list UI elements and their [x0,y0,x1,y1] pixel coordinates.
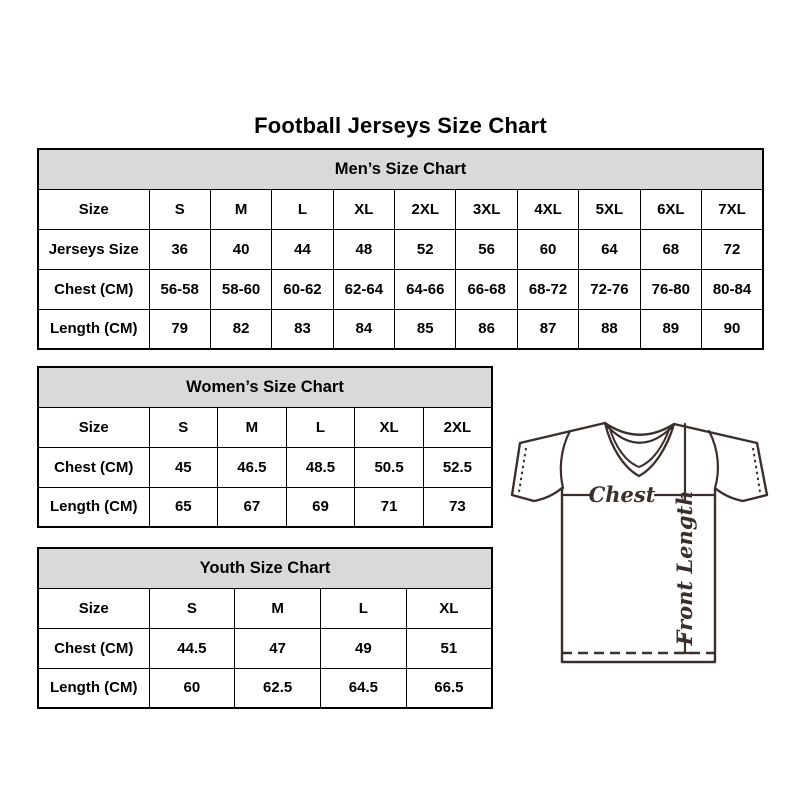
youth-size-table [37,547,493,709]
cell: 73 [423,487,492,527]
row-label: Size [38,189,149,229]
cell: L [286,407,355,447]
cell: 5XL [579,189,640,229]
cell: 51 [406,628,492,668]
cell: 90 [702,309,763,349]
cell: 60 [149,668,235,708]
mens-table-title: Men’s Size Chart [38,149,763,189]
cell: 68-72 [517,269,578,309]
cell: S [149,588,235,628]
row-label: Size [38,407,149,447]
cell: 56 [456,229,517,269]
cell: 88 [579,309,640,349]
row-label: Jerseys Size [38,229,149,269]
cell: 84 [333,309,394,349]
cell: 62.5 [235,668,321,708]
cell: M [210,189,271,229]
chest-label: Chest [588,482,656,507]
cell: S [149,407,218,447]
cell: 72 [702,229,763,269]
cell: 87 [517,309,578,349]
jersey-outline-icon [512,423,767,662]
cell: 71 [355,487,424,527]
cell: 66-68 [456,269,517,309]
table-row [38,407,492,447]
cell: 67 [218,487,287,527]
table-row [38,628,492,668]
cell: 60 [517,229,578,269]
cell: 48 [333,229,394,269]
cell: 2XL [395,189,456,229]
page-title: Football Jerseys Size Chart [254,112,547,138]
cell: 46.5 [218,447,287,487]
cell: 68 [640,229,701,269]
cell: 69 [286,487,355,527]
cell: 80-84 [702,269,763,309]
womens-table-title: Women’s Size Chart [38,367,492,407]
table-row [38,309,763,349]
cell: M [218,407,287,447]
cell: 64-66 [395,269,456,309]
cell: XL [333,189,394,229]
cell: 48.5 [286,447,355,487]
cell: 60-62 [272,269,333,309]
cell: XL [406,588,492,628]
cell: 79 [149,309,210,349]
cell: M [235,588,321,628]
cell: 64.5 [321,668,407,708]
mens-size-table [37,148,764,350]
row-label: Size [38,588,149,628]
row-label: Length (CM) [38,309,149,349]
armhole-seam-right-icon [709,431,718,488]
cell: 86 [456,309,517,349]
cell: 49 [321,628,407,668]
table-row [38,588,492,628]
youth-table-title: Youth Size Chart [38,548,492,588]
table-row [38,447,492,487]
cell: 56-58 [149,269,210,309]
table-row [38,668,492,708]
cell: 44.5 [149,628,235,668]
cell: 40 [210,229,271,269]
row-label: Length (CM) [38,487,149,527]
cell: 4XL [517,189,578,229]
cell: 83 [272,309,333,349]
cuff-stitch-left-icon [519,448,526,492]
cell: 64 [579,229,640,269]
row-label: Length (CM) [38,668,149,708]
cell: 2XL [423,407,492,447]
vneck-inner-icon [609,426,670,467]
womens-size-table [37,366,493,528]
row-label: Chest (CM) [38,447,149,487]
cell: 65 [149,487,218,527]
row-label: Chest (CM) [38,269,149,309]
cell: 52 [395,229,456,269]
cell: 36 [149,229,210,269]
cell: 66.5 [406,668,492,708]
cell: S [149,189,210,229]
cell: 50.5 [355,447,424,487]
cell: 7XL [702,189,763,229]
table-row [38,269,763,309]
cell: 47 [235,628,321,668]
vneck-outer-icon [605,423,674,476]
cell: 85 [395,309,456,349]
cell: 52.5 [423,447,492,487]
cell: L [321,588,407,628]
cell: XL [355,407,424,447]
cell: 3XL [456,189,517,229]
row-label: Chest (CM) [38,628,149,668]
armhole-seam-left-icon [561,431,570,488]
table-row [38,229,763,269]
cell: 6XL [640,189,701,229]
table-row [38,487,492,527]
cell: 82 [210,309,271,349]
jersey-measurement-diagram [505,400,775,670]
cell: 44 [272,229,333,269]
table-row [38,189,763,229]
cell: 76-80 [640,269,701,309]
cell: 72-76 [579,269,640,309]
cell: L [272,189,333,229]
cell: 45 [149,447,218,487]
cell: 89 [640,309,701,349]
cell: 62-64 [333,269,394,309]
front-length-label: Front Length [672,490,697,646]
cell: 58-60 [210,269,271,309]
